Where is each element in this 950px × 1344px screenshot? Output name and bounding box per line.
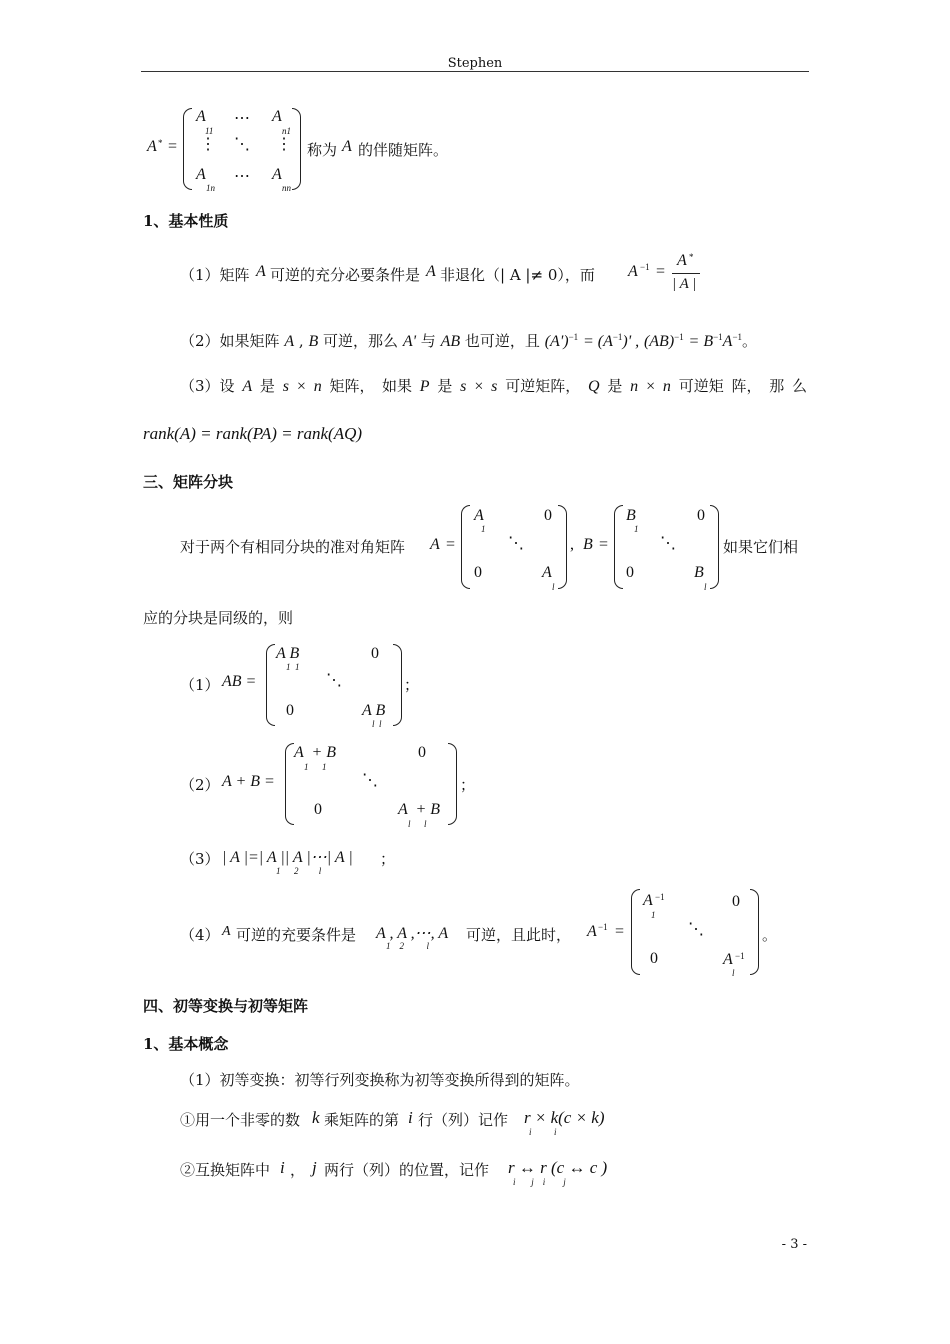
- p2-f1-eq: = (A: [582, 333, 613, 350]
- p1-cond: 非退化（| A |≠ 0），而: [440, 266, 595, 284]
- p3-q: Q: [587, 378, 600, 395]
- i4-list: A , A ,⋯, A: [376, 925, 449, 942]
- p2-ab: AB: [440, 333, 461, 350]
- p2-mid2: 也可逆，且: [464, 332, 540, 350]
- mb-cell: 0: [697, 507, 705, 524]
- adj-cell: ⋯: [234, 168, 250, 185]
- p3-prefix: （3）设: [180, 377, 235, 395]
- ma-left-paren: [461, 505, 470, 589]
- i2-end: ；: [460, 776, 476, 794]
- p2-f2-sup3: −1: [732, 332, 743, 342]
- p2-end: 。: [742, 332, 758, 350]
- p1-inv-sup: −1: [640, 262, 650, 272]
- op1-mid: 乘矩阵的第: [324, 1111, 400, 1129]
- i2-cell: 0: [314, 801, 322, 818]
- i2-cell-sub: l l: [408, 819, 427, 829]
- mb-cell-sub: l: [704, 582, 707, 592]
- i4-a: A: [222, 924, 231, 939]
- i1-cell: 0: [286, 702, 294, 719]
- op2-mid: 两行（列）的位置，记作: [324, 1161, 490, 1179]
- intro-eq: =: [446, 536, 456, 553]
- adj-cell: ⋮: [276, 136, 292, 153]
- p1-den: | A |: [672, 276, 697, 292]
- p2-f1-end: )' ,: [622, 333, 640, 350]
- i4-end: 。: [762, 926, 778, 944]
- p2-a: A: [284, 333, 295, 350]
- i4-list-subs: 1 2 l: [386, 941, 430, 951]
- i1-cell: A B: [276, 645, 300, 662]
- op2-comma: ，: [290, 1161, 306, 1179]
- i1-left-paren: [266, 644, 275, 726]
- p2-f2-sup: −1: [674, 332, 684, 342]
- p3-m2: 可逆矩阵，: [505, 377, 581, 395]
- p3-is: 是: [259, 377, 275, 395]
- i2-dots: ⋱: [362, 772, 378, 789]
- i1-cell-sub: l l: [372, 719, 382, 729]
- adj-cell-sub: nn: [282, 183, 291, 193]
- adj-cell-sub: 11: [205, 126, 214, 136]
- p2-f1: (A'): [544, 333, 569, 350]
- i1-cell: 0: [371, 645, 379, 662]
- i4-cell: A: [723, 951, 733, 968]
- i1-cell: A B: [362, 702, 386, 719]
- i4-cell: 0: [650, 950, 658, 967]
- mb-dots: ⋱: [660, 535, 676, 552]
- adj-equals: =: [168, 138, 178, 155]
- i1-cell-sub: 1 1: [286, 662, 300, 672]
- ma-right-paren: [558, 505, 567, 589]
- p1-mid: 可逆的充分必要条件是: [270, 266, 421, 284]
- heading-elementary-transformations: 四、初等变换与初等矩阵: [143, 997, 309, 1015]
- heading-basic-concepts: 1、基本概念: [143, 1035, 229, 1053]
- i3-expr: | A |=| A || A |⋯| A |: [222, 849, 353, 866]
- op1-formula: r × k(c × k): [524, 1108, 605, 1127]
- op1-k: k: [312, 1108, 320, 1127]
- ma-cell: 0: [544, 507, 552, 524]
- i4-left-paren: [631, 889, 640, 975]
- p2-f1-sup2: −1: [612, 332, 623, 342]
- i4-cell: A: [643, 892, 653, 909]
- heading-block-matrices: 三、矩阵分块: [143, 473, 234, 491]
- p2-f1-sup: −1: [568, 332, 579, 342]
- p3-dim3: n × n: [630, 378, 671, 395]
- i2-cell: A + B: [294, 744, 337, 761]
- p3-m1: 矩阵， 如果: [329, 377, 413, 395]
- p1-var2: A: [426, 263, 436, 280]
- op1-i: i: [408, 1108, 413, 1127]
- intro-eq2: =: [599, 536, 609, 553]
- intro-text: 对于两个有相同分块的准对角矩阵: [180, 538, 406, 556]
- i2-left-paren: [285, 743, 294, 825]
- i2-cell: A + B: [398, 801, 441, 818]
- p3-dim2: s × s: [460, 378, 498, 395]
- page-header-author: Stephen: [447, 56, 503, 71]
- p2-f2-eq: = B: [688, 333, 714, 350]
- ma-cell: A: [474, 507, 484, 524]
- adj-cell: A: [272, 166, 282, 183]
- p2-b: B: [308, 333, 319, 350]
- i4-eq: =: [615, 923, 625, 940]
- mb-right-paren: [710, 505, 719, 589]
- rank-equation: rank(A) = rank(PA) = rank(AQ): [143, 424, 363, 443]
- i2-cell-sub: 1 1: [304, 762, 327, 772]
- op2-formula: r ↔ r (c ↔ c ): [508, 1158, 608, 1177]
- intro-comma: ,: [570, 536, 574, 553]
- adj-cell: ⋯: [234, 110, 250, 127]
- i1-dots: ⋱: [326, 672, 342, 689]
- header-rule: [141, 71, 809, 72]
- adj-lhs: A: [147, 138, 157, 155]
- p1-var: A: [256, 263, 266, 280]
- p1-num-sup: *: [689, 252, 694, 262]
- ma-cell: 0: [474, 564, 482, 581]
- i2-cell: 0: [418, 744, 426, 761]
- i4-mid: 可逆的充要条件是: [236, 926, 357, 944]
- ma-cell: A: [542, 564, 552, 581]
- i4-dots: ⋱: [688, 921, 704, 938]
- mb-cell: B: [626, 507, 636, 524]
- adj-lhs-sup: *: [158, 138, 163, 148]
- p3-a: A: [242, 378, 253, 395]
- i1-end: ；: [404, 676, 420, 694]
- page-number: - 3 -: [781, 1237, 807, 1252]
- adj-right-paren: [292, 108, 301, 190]
- p2-f2: (AB): [643, 333, 675, 350]
- p1-num: A: [677, 252, 687, 269]
- adj-cell: A: [272, 108, 282, 125]
- op2-j: j: [312, 1158, 317, 1177]
- adj-cell: A: [196, 108, 206, 125]
- op1-prefix: ①用一个非零的数: [180, 1111, 301, 1129]
- property-3: [180, 376, 807, 397]
- p1-eq: =: [656, 263, 666, 280]
- i2-right-paren: [448, 743, 457, 825]
- mb-cell: 0: [626, 564, 634, 581]
- p2-mid1: 可逆，那么: [323, 332, 399, 350]
- i3-label: （3）: [180, 850, 220, 868]
- op1-formula-subs: i i: [529, 1127, 557, 1137]
- adj-left-paren: [183, 108, 192, 190]
- adj-tail-end: 的伴随矩阵。: [358, 141, 449, 159]
- adj-tail-var: A: [342, 138, 352, 155]
- op2-i: i: [280, 1158, 285, 1177]
- p2-f2-sup2: −1: [713, 332, 723, 342]
- ma-cell-sub: l: [552, 582, 555, 592]
- i4-cell-sup: −1: [655, 892, 665, 902]
- adj-cell: A: [196, 166, 206, 183]
- p3-p: P: [419, 378, 430, 395]
- ma-cell-sub: 1: [481, 524, 486, 534]
- i3-end: ；: [380, 850, 396, 868]
- adj-cell: ⋮: [200, 136, 216, 153]
- adj-cell: ⋱: [234, 136, 250, 153]
- i4-cell: 0: [732, 893, 740, 910]
- adj-cell-sub: n1: [282, 126, 291, 136]
- i1-label: （1）: [180, 676, 220, 694]
- mb-cell-sub: 1: [634, 524, 639, 534]
- p2-f2-a: A: [722, 333, 733, 350]
- i1-lhs: AB =: [222, 673, 257, 690]
- mb-cell: B: [694, 564, 704, 581]
- i4-cell-sub: 1: [651, 910, 656, 920]
- p1-inv: A: [628, 263, 638, 280]
- i4-label: （4）: [180, 926, 220, 944]
- adj-tail-text: 称为: [307, 141, 338, 159]
- i4-mid2: 可逆，且此时，: [466, 926, 572, 944]
- op1-mid2: 行（列）记作: [418, 1111, 509, 1129]
- adj-cell-sub: 1n: [206, 183, 215, 193]
- p1-fraction-bar: [672, 273, 700, 274]
- p3-m3: 可逆矩 阵， 那 么: [678, 377, 808, 395]
- property-2: [180, 327, 757, 352]
- p3-is2: 是: [437, 377, 453, 395]
- p2-prefix: （2）如果矩阵: [180, 332, 280, 350]
- p2-and: 与: [420, 332, 436, 350]
- p3-is3: 是: [607, 377, 623, 395]
- op2-formula-subs: i j i j: [513, 1177, 566, 1187]
- p3-dim1: s × n: [282, 378, 322, 395]
- intro-tail: 如果它们相: [723, 538, 799, 556]
- intro-tail-2: 应的分块是同级的，则: [143, 609, 294, 627]
- op2-prefix: ②互换矩阵中: [180, 1161, 271, 1179]
- i4-lhs-sup: −1: [598, 922, 608, 932]
- intro-a: A: [430, 536, 440, 553]
- i2-lhs: A + B =: [222, 773, 275, 790]
- i1-right-paren: [393, 644, 402, 726]
- elem-transform-definition: （1）初等变换：初等行列变换称为初等变换所得到的矩阵。: [180, 1071, 580, 1089]
- i4-lhs: A: [587, 923, 597, 940]
- p1-prefix: （1）矩阵: [180, 266, 250, 284]
- p2-comma: ,: [298, 332, 304, 350]
- i4-cell-sup: −1: [735, 951, 745, 961]
- i4-right-paren: [750, 889, 759, 975]
- i3-subs: 1 2 l: [276, 866, 322, 876]
- mb-left-paren: [614, 505, 623, 589]
- heading-basic-properties: 1、基本性质: [143, 212, 229, 230]
- p2-at: A': [402, 333, 417, 350]
- i4-cell-sub: l: [732, 968, 735, 978]
- ma-dots: ⋱: [508, 535, 524, 552]
- intro-b: B: [583, 536, 593, 553]
- i2-label: （2）: [180, 776, 220, 794]
